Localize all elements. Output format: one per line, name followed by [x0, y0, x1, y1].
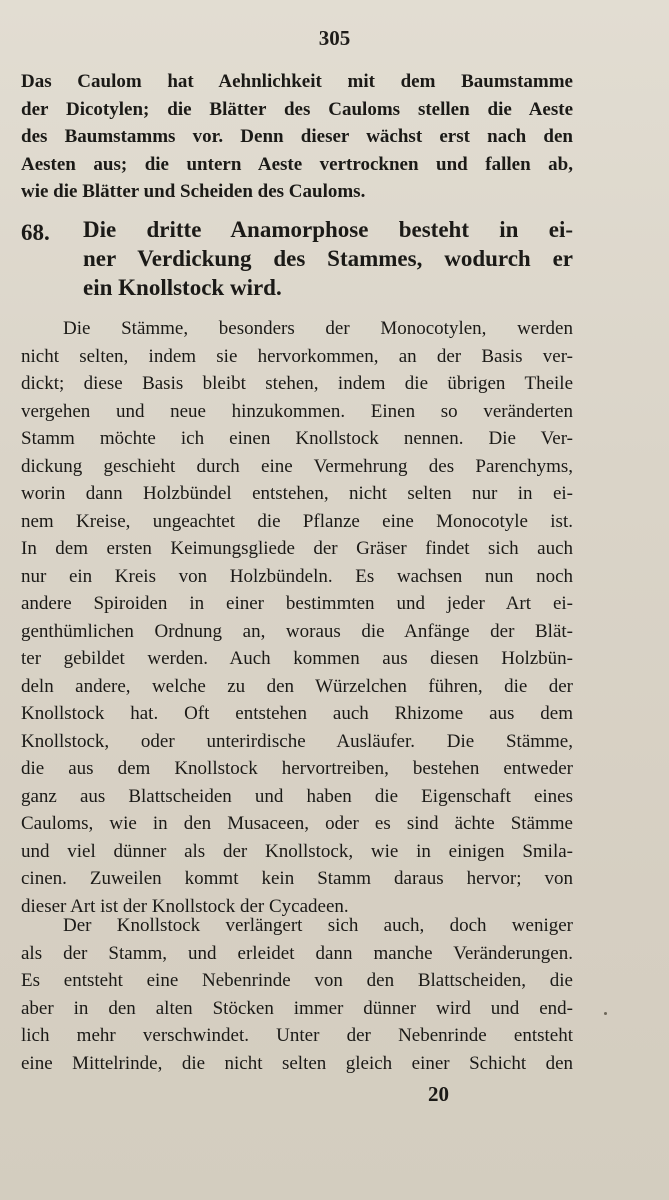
text-line: der Dicotylen; die Blätter des Cauloms stellen die Aeste [21, 98, 573, 120]
section-number: 68. [21, 220, 50, 245]
text-line: Knollstock hat. Oft entstehen auch Rhizome aus dem [21, 703, 573, 724]
text-line: worin dann Holzbündel entstehen, nicht selten nur in ei- [21, 483, 573, 504]
text-line: Es entsteht eine Nebenrinde von den Blattscheiden, die [21, 970, 573, 991]
page-number: 305 [318, 26, 351, 50]
text-line: und viel dünner als der Knollstock, wie in einigen Smila- [21, 840, 573, 862]
paper-speck [604, 1012, 607, 1015]
text-line: des Baumstamms vor. Denn dieser wächst erst nach den [21, 126, 573, 147]
text-line: nem Kreise, ungeachtet die Pflanze eine Monocotyle ist. [21, 510, 573, 532]
intro-paragraph [21, 68, 573, 206]
text-line: als der Stamm, und erleidet dann manche Veränderungen. [21, 942, 573, 964]
heading-line: ein Knollstock wird. [83, 275, 282, 300]
text-line: dickt; diese Basis bleibt stehen, indem die übrigen Theile [21, 373, 573, 394]
heading-line: Die dritte Anamorphose besteht in ei- [83, 217, 573, 242]
text-line: Aesten aus; die untern Aeste vertrocknen und fallen ab, [21, 153, 573, 175]
text-line: Knollstock, oder unterirdische Ausläufer. Die Stämme, [21, 730, 573, 752]
body-paragraph-2 [21, 912, 573, 1077]
text-line: Das Caulom hat Aehnlichkeit mit dem Baumstamme [21, 71, 573, 92]
text-line: ganz aus Blattscheiden und haben die Eigenschaft eines [21, 785, 573, 807]
section-heading [21, 215, 573, 302]
text-line: ter gebildet werden. Auch kommen aus diesen Holzbün- [21, 648, 573, 669]
text-line: deln andere, welche zu den Würzelchen führen, die der [21, 675, 573, 697]
signature-mark: 20 [428, 1082, 449, 1106]
text-line: aber in den alten Stöcken immer dünner wird und end- [21, 997, 573, 1019]
text-line: nur ein Kreis von Holzbündeln. Es wachsen nun noch [21, 565, 573, 587]
text-line: wie die Blätter und Scheiden des Cauloms. [21, 181, 366, 202]
text-line: die aus dem Knollstock hervortreiben, bestehen entweder [21, 758, 573, 779]
text-line: Der Knollstock verlängert sich auch, doch weniger [63, 915, 573, 936]
text-line: genthümlichen Ordnung an, woraus die Anfänge der Blät- [21, 620, 573, 642]
text-line: nicht selten, indem sie hervorkommen, an der Basis ver- [21, 345, 573, 367]
text-line: Cauloms, wie in den Musaceen, oder es sind ächte Stämme [21, 813, 573, 834]
text-line: Die Stämme, besonders der Monocotylen, werden [63, 318, 573, 339]
text-line: cinen. Zuweilen kommt kein Stamm daraus hervor; von [21, 868, 573, 889]
text-line: dickung geschieht durch eine Vermehrung des Parenchyms, [21, 455, 573, 477]
text-line: Stamm möchte ich einen Knollstock nennen. Die Ver- [21, 428, 573, 449]
text-line: In dem ersten Keimungsgliede der Gräser findet sich auch [21, 538, 573, 559]
text-line: eine Mittelrinde, die nicht selten gleich einer Schicht den [21, 1052, 573, 1074]
text-line: vergehen und neue hinzukommen. Einen so veränderten [21, 400, 573, 422]
body-paragraph-1 [21, 315, 573, 920]
text-line: dieser Art ist der Knollstock der Cycadeen. [21, 895, 349, 917]
text-line: andere Spiroiden in einer bestimmten und jeder Art ei- [21, 593, 573, 614]
heading-line: ner Verdickung des Stammes, wodurch er [83, 246, 573, 271]
text-line: lich mehr verschwindet. Unter der Nebenrinde entsteht [21, 1025, 573, 1046]
